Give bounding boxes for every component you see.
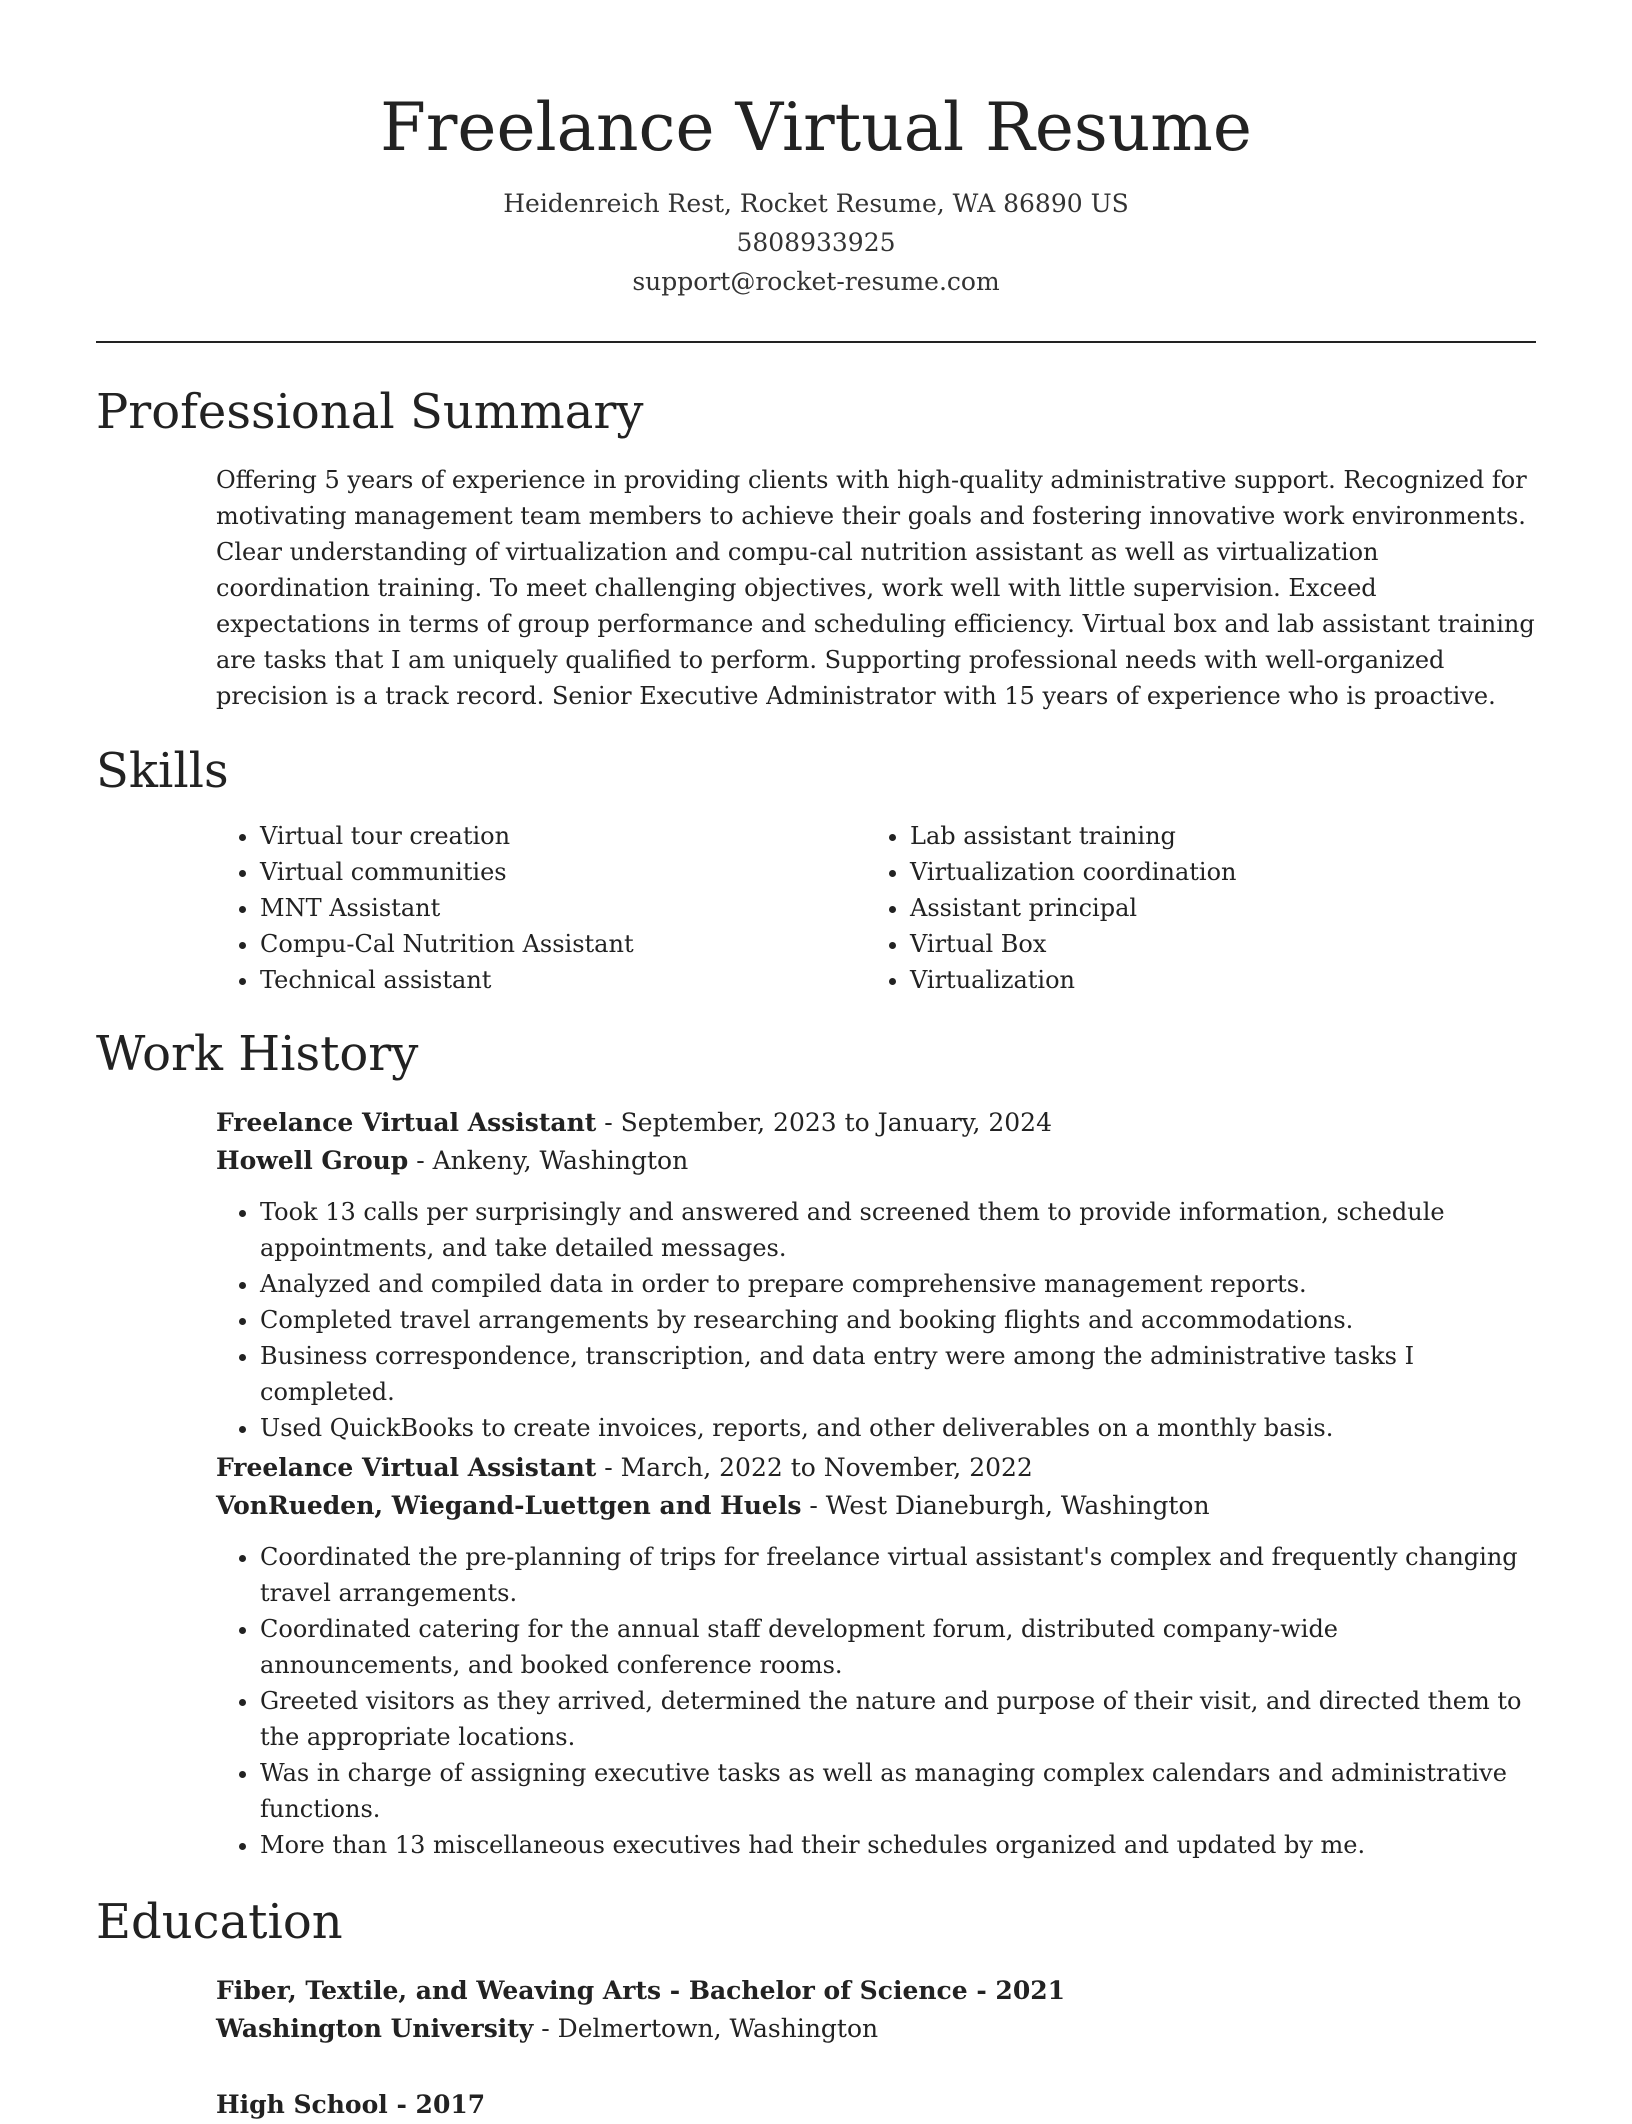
job-bullet: • Analyzed and compiled data in order to prepare comprehensive management reports. — [260, 1266, 1536, 1302]
skill-item: • Technical assistant — [260, 962, 836, 998]
education-degree: Fiber, Textile, and Weaving Arts - Bachelor of Science - 2021 — [216, 1976, 1066, 2005]
skill-item: • Lab assistant training — [910, 818, 1486, 854]
skill-item: • Virtual tour creation — [260, 818, 836, 854]
job-bullet: • Used QuickBooks to create invoices, reports, and other deliverables on a monthly basis. — [260, 1410, 1536, 1446]
job-bullet: • More than 13 miscellaneous executives had their schedules organized and updated by me. — [260, 1827, 1536, 1863]
job-bullet: • Greeted visitors as they arrived, determined the nature and purpose of their visit, and directed them to the appropriate locations. — [260, 1683, 1536, 1755]
education-heading: Education — [96, 1894, 343, 1950]
education-entry — [216, 2086, 1536, 2124]
contact-phone: 5808933925 — [736, 228, 896, 257]
job-bullet: • Completed travel arrangements by researching and booking flights and accommodations. — [260, 1302, 1536, 1338]
resume-header — [0, 82, 1632, 301]
job-entry — [216, 1104, 1536, 1446]
job-title: Freelance Virtual Assistant — [216, 1108, 597, 1137]
skills-left-column — [216, 818, 836, 998]
job-bullet: • Coordinated the pre-planning of trips for freelance virtual assistant's complex and frequently changing travel arrangements. — [260, 1539, 1536, 1611]
skill-item: • Virtual Box — [910, 926, 1486, 962]
job-location: - Ankeny, Washington — [408, 1146, 689, 1175]
skills-right-column — [866, 818, 1486, 998]
education-degree: High School - 2017 — [216, 2090, 486, 2119]
summary-heading: Professional Summary — [96, 384, 644, 440]
summary-text: Offering 5 years of experience in providing clients with high-quality administrative support. Recognized for motivating management team members to achieve their goals and fostering innovative work environments. Clear understanding of virtualization and compu-cal nutrition assistant as well as virtualization coordination training. To meet challenging objectives, work well with little supervision. Exceed expectations in terms of group performance and scheduling efficiency. Virtual box and lab assistant training are tasks that I am uniquely qualified to perform. Supporting professional needs with well-organized precision is a track record. Senior Executive Administrator with 15 years of experience who is proactive. — [216, 466, 1535, 710]
job-dates: - September, 2023 to January, 2024 — [596, 1108, 1052, 1137]
job-bullet: • Was in charge of assigning executive tasks as well as managing complex calendars and administrative functions. — [260, 1755, 1536, 1827]
job-entry — [216, 1449, 1536, 1863]
job-bullet: • Took 13 calls per surprisingly and answered and screened them to provide information, schedule appointments, and take detailed messages. — [260, 1194, 1536, 1266]
skill-item: • Virtualization coordination — [910, 854, 1486, 890]
job-bullet: • Business correspondence, transcription, and data entry were among the administrative tasks I completed. — [260, 1338, 1536, 1410]
education-location: - Delmertown, Washington — [533, 2014, 879, 2043]
contact-email: support@rocket-resume.com — [632, 267, 1000, 296]
job-company: Howell Group — [216, 1146, 409, 1175]
skill-item: • Compu-Cal Nutrition Assistant — [260, 926, 836, 962]
work-history-heading: Work History — [96, 1026, 419, 1082]
contact-address: Heidenreich Rest, Rocket Resume, WA 86890 US — [503, 189, 1129, 218]
education-school: Washington University — [216, 2014, 534, 2043]
skill-item: • Virtual communities — [260, 854, 836, 890]
job-bullet: • Coordinated catering for the annual staff development forum, distributed company-wide announcements, and booked conference rooms. — [260, 1611, 1536, 1683]
skill-item: • Virtualization — [910, 962, 1486, 998]
skill-item: • Assistant principal — [910, 890, 1486, 926]
job-dates: - March, 2022 to November, 2022 — [596, 1453, 1033, 1482]
education-entry — [216, 1972, 1536, 2048]
summary-section — [216, 462, 1536, 714]
resume-name: Freelance Virtual Resume — [380, 89, 1252, 166]
skills-heading: Skills — [96, 743, 229, 799]
skill-item: • MNT Assistant — [260, 890, 836, 926]
job-title: Freelance Virtual Assistant — [216, 1453, 597, 1482]
header-divider — [96, 341, 1536, 343]
job-location: - West Dianeburgh, Washington — [801, 1491, 1210, 1520]
job-company: VonRueden, Wiegand-Luettgen and Huels — [216, 1491, 802, 1520]
